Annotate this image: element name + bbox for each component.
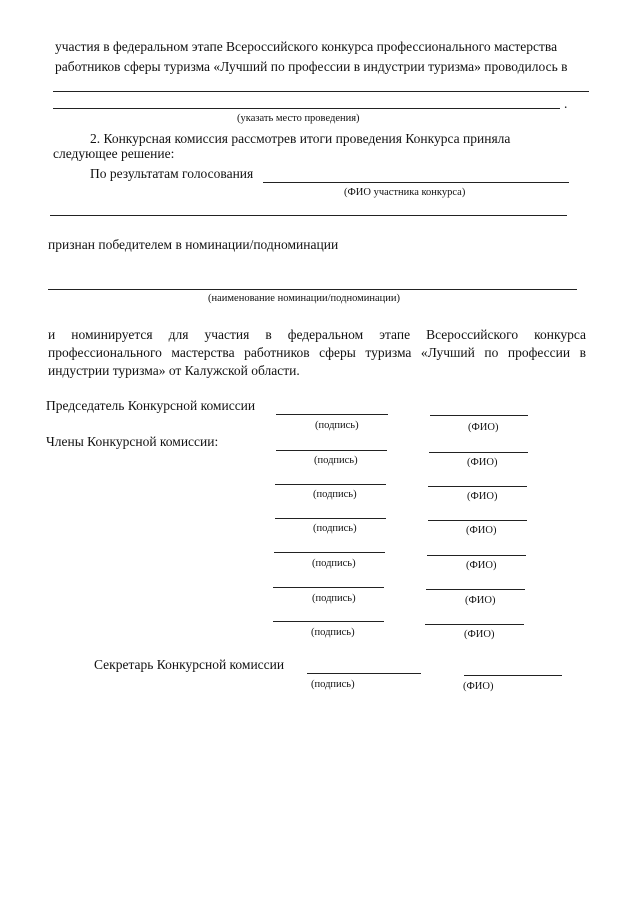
member-name-line — [428, 486, 527, 487]
member-name-caption: (ФИО) — [464, 629, 495, 640]
nominated-line-1: и номинируется для участия в федеральном этапе Всероссийского конкурса — [48, 327, 586, 342]
vote-label: По результатам голосования — [90, 166, 254, 181]
chairman-sign-line — [276, 414, 388, 415]
chairman-label: Председатель Конкурсной комиссии — [46, 398, 256, 413]
members-label: Члены Конкурсной комиссии: — [46, 434, 219, 449]
member-name-line — [428, 520, 527, 521]
member-name-caption: (ФИО) — [465, 595, 496, 606]
venue-period: . — [564, 96, 568, 111]
venue-caption: (указать место проведения) — [237, 113, 360, 124]
member-sign-line — [276, 450, 387, 451]
member-sign-caption: (подпись) — [313, 523, 357, 534]
chairman-sign-caption: (подпись) — [315, 420, 359, 431]
member-sign-line — [275, 518, 386, 519]
participant-field-line-1 — [263, 182, 569, 183]
secretary-name-line — [464, 675, 562, 676]
intro-line-2: работников сферы туризма «Лучший по профессии в индустрии туризма» проводилось в — [55, 59, 568, 74]
nomination-field-line — [48, 289, 577, 290]
nomination-caption: (наименование номинации/подноминации) — [208, 293, 401, 304]
participant-caption: (ФИО участника конкурса) — [344, 187, 466, 198]
member-name-caption: (ФИО) — [467, 491, 498, 502]
nominated-line-3: индустрии туризма» от Калужской области. — [48, 363, 300, 378]
member-name-line — [427, 555, 526, 556]
intro-line-1: участия в федеральном этапе Всероссийского конкурса профессионального мастерства — [55, 39, 558, 54]
winner-text: признан победителем в номинации/подноминации — [48, 237, 339, 252]
member-sign-line — [274, 552, 385, 553]
secretary-sign-caption: (подпись) — [311, 679, 355, 690]
nominated-line-2: профессионального мастерства работников сферы туризма «Лучший по профессии в — [48, 345, 586, 360]
member-name-caption: (ФИО) — [466, 525, 497, 536]
secretary-name-caption: (ФИО) — [463, 681, 494, 692]
member-sign-caption: (подпись) — [312, 593, 356, 604]
member-name-caption: (ФИО) — [466, 560, 497, 571]
member-sign-caption: (подпись) — [314, 455, 358, 466]
member-name-line — [429, 452, 528, 453]
decision-line-1: 2. Конкурсная комиссия рассмотрев итоги проведения Конкурса приняла — [90, 131, 511, 146]
venue-field-line-1 — [53, 91, 589, 92]
participant-field-line-2 — [50, 215, 567, 216]
member-name-line — [425, 624, 524, 625]
secretary-sign-line — [307, 673, 421, 674]
member-sign-line — [273, 587, 384, 588]
chairman-name-caption: (ФИО) — [468, 422, 499, 433]
member-name-line — [426, 589, 525, 590]
member-sign-caption: (подпись) — [313, 489, 357, 500]
member-sign-caption: (подпись) — [312, 558, 356, 569]
member-sign-line — [275, 484, 386, 485]
chairman-name-line — [430, 415, 528, 416]
member-sign-line — [273, 621, 384, 622]
venue-field-line-2 — [53, 108, 560, 109]
member-sign-caption: (подпись) — [311, 627, 355, 638]
decision-line-2: следующее решение: — [53, 146, 175, 161]
secretary-label: Секретарь Конкурсной комиссии — [94, 657, 285, 672]
member-name-caption: (ФИО) — [467, 457, 498, 468]
